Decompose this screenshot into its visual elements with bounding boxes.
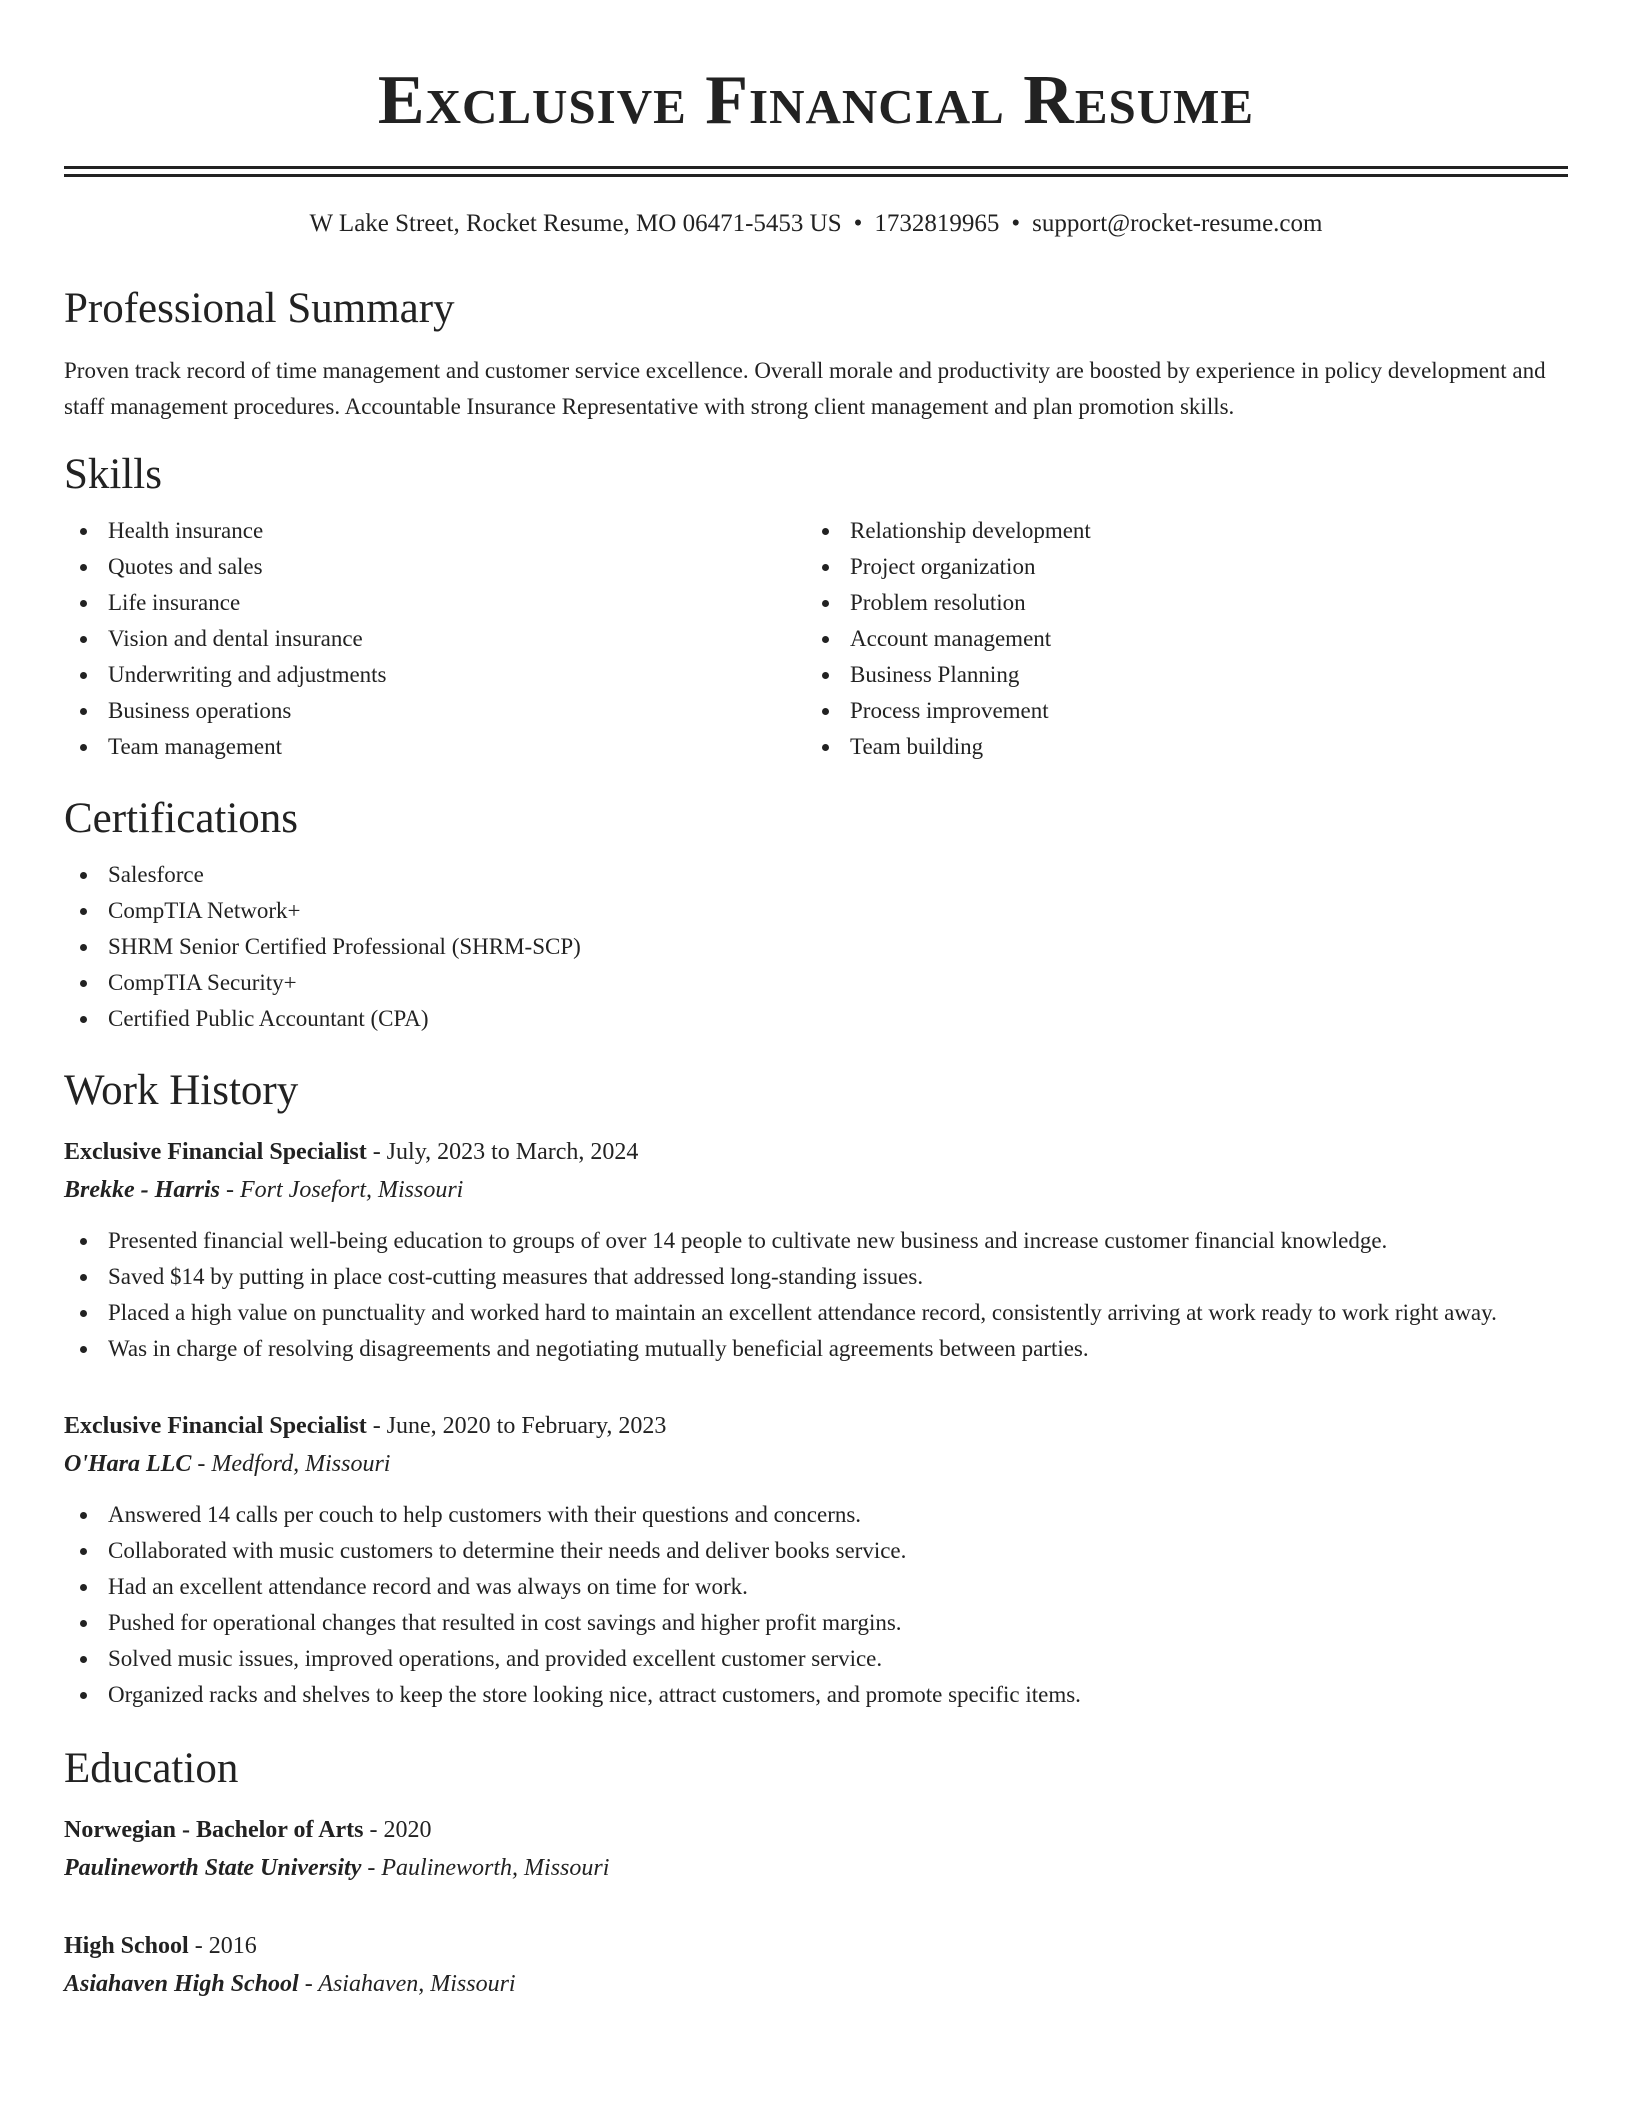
education-entry	[64, 1927, 1568, 2003]
degree-name: High School	[64, 1933, 189, 1959]
contact-address: W Lake Street, Rocket Resume, MO 06471-5453 US	[309, 210, 842, 237]
job-bullet: Collaborated with music customers to determine their needs and deliver books service.	[64, 1533, 1568, 1569]
degree-year: - 2016	[188, 1933, 257, 1959]
school-location: - Asiahaven, Missouri	[298, 1971, 516, 1997]
job-bullet: Solved music issues, improved operations, and provided excellent customer service.	[64, 1641, 1568, 1677]
certification-item: CompTIA Network+	[64, 893, 1568, 929]
job-bullet: Organized racks and shelves to keep the store looking nice, attract customers, and promote specific items.	[64, 1677, 1568, 1713]
skill-item: Relationship development	[806, 513, 1568, 549]
certification-item: CompTIA Security+	[64, 965, 1568, 1001]
job-bullet: Placed a high value on punctuality and worked hard to maintain an excellent attendance record, consistently arriving at work ready to work right away.	[64, 1295, 1568, 1331]
degree-name: Norwegian - Bachelor of Arts	[64, 1817, 364, 1843]
job-title-line	[64, 1407, 1568, 1445]
skill-item: Vision and dental insurance	[64, 621, 806, 657]
job-title: Exclusive Financial Specialist	[64, 1413, 367, 1439]
certification-item: SHRM Senior Certified Professional (SHRM-SCP)	[64, 929, 1568, 965]
contact-phone: 1732819965	[874, 210, 1000, 237]
company-line	[64, 1171, 1568, 1209]
school-name: Paulineworth State University	[64, 1855, 362, 1881]
school-name: Asiahaven High School	[64, 1971, 299, 1997]
job-bullet: Saved $14 by putting in place cost-cutting measures that addressed long-standing issues.	[64, 1259, 1568, 1295]
education-entry	[64, 1811, 1568, 1887]
skill-item: Business Planning	[806, 657, 1568, 693]
job-bullet: Answered 14 calls per couch to help customers with their questions and concerns.	[64, 1497, 1568, 1533]
skill-item: Problem resolution	[806, 585, 1568, 621]
summary-text: Proven track record of time management and customer service excellence. Overall morale and productivity are boosted by experience in policy development and staff management procedures. Accountable Insurance Representative with strong client management and plan promotion skills.	[64, 358, 1546, 419]
skill-item: Underwriting and adjustments	[64, 657, 806, 693]
skill-item: Health insurance	[64, 513, 806, 549]
certification-item: Certified Public Accountant (CPA)	[64, 1001, 1568, 1037]
job-bullet: Had an excellent attendance record and was always on time for work.	[64, 1569, 1568, 1605]
company-name: Brekke - Harris	[64, 1177, 220, 1203]
skill-item: Life insurance	[64, 585, 806, 621]
school-line	[64, 1965, 1568, 2003]
skills-heading: Skills	[64, 451, 162, 498]
contact-line	[64, 207, 1568, 241]
job-bullets	[64, 1497, 1568, 1713]
work-history-heading: Work History	[64, 1067, 299, 1114]
skill-item: Team management	[64, 729, 806, 765]
school-line	[64, 1849, 1568, 1887]
job-bullet: Presented financial well-being education to groups of over 14 people to cultivate new business and increase customer financial knowledge.	[64, 1223, 1568, 1259]
job-bullet: Pushed for operational changes that resulted in cost savings and higher profit margins.	[64, 1605, 1568, 1641]
company-location: - Fort Josefort, Missouri	[220, 1177, 464, 1203]
skill-item: Process improvement	[806, 693, 1568, 729]
contact-email: support@rocket-resume.com	[1032, 210, 1323, 237]
degree-year: - 2020	[363, 1817, 432, 1843]
skill-item: Project organization	[806, 549, 1568, 585]
resume-title: Exclusive Financial Resume	[377, 62, 1255, 139]
company-name: O'Hara LLC	[64, 1451, 192, 1477]
education-heading: Education	[64, 1745, 239, 1792]
certifications-list	[64, 857, 1568, 1037]
skills-list-left	[64, 513, 806, 765]
skill-item: Team building	[806, 729, 1568, 765]
job-title: Exclusive Financial Specialist	[64, 1139, 367, 1165]
skill-item: Account management	[806, 621, 1568, 657]
summary-heading: Professional Summary	[64, 285, 455, 332]
job-bullet: Was in charge of resolving disagreements and negotiating mutually beneficial agreements between parties.	[64, 1331, 1568, 1367]
certification-item: Salesforce	[64, 857, 1568, 893]
school-location: - Paulineworth, Missouri	[361, 1855, 610, 1881]
job-entry	[64, 1407, 1568, 1713]
job-bullets	[64, 1223, 1568, 1367]
company-location: - Medford, Missouri	[191, 1451, 391, 1477]
skills-list-right	[806, 513, 1568, 765]
skills-grid	[64, 513, 1568, 765]
certifications-heading: Certifications	[64, 795, 299, 842]
job-dates: - July, 2023 to March, 2024	[366, 1139, 639, 1165]
contact-separator: •	[853, 210, 863, 237]
job-dates: - June, 2020 to February, 2023	[366, 1413, 667, 1439]
degree-line	[64, 1811, 1568, 1849]
skill-item: Business operations	[64, 693, 806, 729]
contact-separator: •	[1011, 210, 1021, 237]
title-double-rule	[64, 166, 1568, 177]
degree-line	[64, 1927, 1568, 1965]
company-line	[64, 1445, 1568, 1483]
skill-item: Quotes and sales	[64, 549, 806, 585]
job-title-line	[64, 1133, 1568, 1171]
job-entry	[64, 1133, 1568, 1367]
